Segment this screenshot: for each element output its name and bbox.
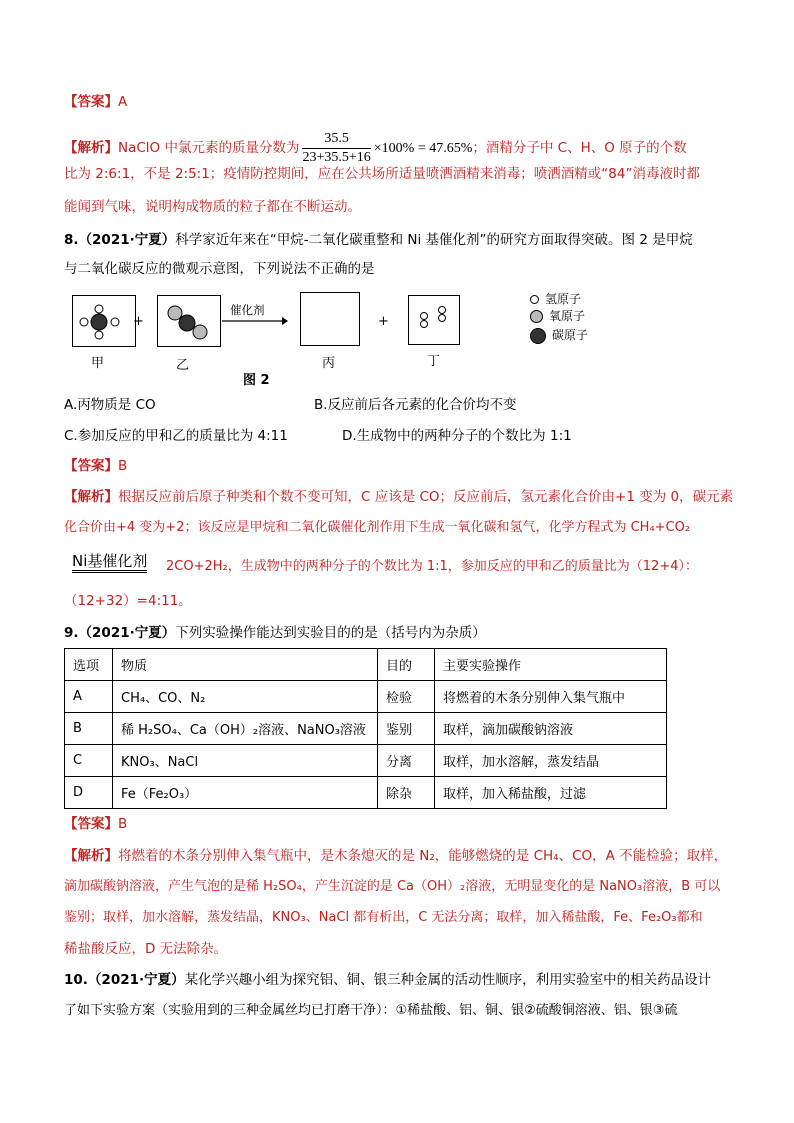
analysis-line-q9-2: 滴加碳酸钠溶液，产生气泡的是稀 H₂SO₄，产生沉淀的是 Ca（OH）₂溶液，无明显变化的是 NaNO₃溶液，B 可以: [64, 879, 721, 894]
analysis-line-q8-1: [64, 487, 733, 507]
table-cell: CH₄、CO、N₂: [113, 681, 378, 713]
answer-line-q8: [64, 456, 127, 476]
carbon-dioxide-molecule: [158, 296, 219, 345]
table-cell: D: [65, 777, 113, 809]
box-bing: [300, 292, 360, 346]
legend-carbon: [530, 326, 588, 344]
table-cell: 取样，滴加碳酸钠溶液: [435, 713, 667, 745]
table-header: 主要实验操作: [435, 649, 667, 681]
table-cell: 分离: [378, 745, 435, 777]
answer-line-q9: [64, 814, 127, 834]
legend-label: 碳原子: [552, 328, 589, 342]
analysis-text: ；酒精分子中 C、H、O 原子的个数: [472, 140, 687, 156]
option-d: D.生成物中的两种分子的个数比为 1:1: [342, 428, 572, 444]
table-cell: 鉴别: [378, 713, 435, 745]
question-8-stem-2: 与二氧化碳反应的微观示意图，下列说法不正确的是: [64, 261, 375, 277]
answer-value: B: [118, 458, 128, 474]
analysis-label: 【解析】: [64, 140, 118, 156]
question-source: （2021·宁夏）: [78, 625, 176, 641]
answer-value: A: [118, 94, 128, 110]
table-row: [65, 777, 667, 809]
analysis-line-q9-1: [64, 846, 727, 866]
analysis-line-q8-4: （12+32）=4:11。: [64, 593, 192, 609]
question-text: 某化学兴趣小组为探究铝、铜、银三种金属的活动性顺序，利用实验室中的相关药品设计: [184, 972, 712, 988]
table-cell: 取样，加入稀盐酸，过滤: [435, 777, 667, 809]
question-source: （2021·宁夏）: [87, 972, 185, 988]
mass-fraction: [302, 130, 370, 167]
label-yi: 乙: [176, 358, 190, 373]
hydrogen-atom-icon: [530, 295, 539, 304]
analysis-line-q8-3: 2CO+2H₂，生成物中的两种分子的个数比为 1:1，参加反应的甲和乙的质量比为（12+4）：: [166, 559, 698, 574]
table-cell: 除杂: [378, 777, 435, 809]
table-header: 选项: [65, 649, 113, 681]
question-8-stem: [64, 230, 693, 250]
question-number: 8.: [64, 232, 79, 248]
answer-label: 【答案】: [64, 94, 118, 110]
analysis-text: 将燃着的木条分别伸入集气瓶中，是木条熄灭的是 N₂，能够燃烧的是 CH₄、CO，A 不能检验；取样，: [118, 848, 728, 864]
plus-sign: +: [133, 314, 144, 329]
table-header-row: [65, 649, 667, 681]
table-cell: Fe（Fe₂O₃）: [113, 777, 378, 809]
analysis-line-q9-4: 稀盐酸反应，D 无法除杂。: [64, 941, 228, 957]
table-cell: 将燃着的木条分别伸入集气瓶中: [435, 681, 667, 713]
table-cell: B: [65, 713, 113, 745]
question-9-stem: [64, 623, 486, 643]
table-cell: 检验: [378, 681, 435, 713]
figure-caption: 图 2: [243, 373, 270, 388]
question-number: 10.: [64, 972, 88, 988]
question-10-stem: [64, 970, 711, 990]
box-yi: [157, 295, 221, 347]
table-header: 物质: [113, 649, 378, 681]
analysis-line-q7-2: 比为 2:6:1，不是 2:5:1；疫情防控期间，应在公共场所适量喷洒酒精来消毒；喷洒酒精或“84”消毒液时都: [64, 166, 700, 182]
option-a: A.丙物质是 CO: [64, 397, 156, 413]
analysis-text: 根据反应前后原子种类和个数不变可知，C 应该是 CO；反应前后，氢元素化合价由+1 变为 0，碳元素: [118, 489, 734, 505]
experiment-table: [64, 648, 667, 809]
label-bing: 丙: [322, 356, 336, 371]
question-10-stem-2: 了如下实验方案（实验用到的三种金属丝均已打磨干净）：①稀盐酸、铝、铜、银②硫酸铜溶液、铝、银③硫: [64, 1003, 678, 1018]
table-row: [65, 681, 667, 713]
option-b: B.反应前后各元素的化合价均不变: [314, 397, 517, 413]
analysis-text: NaClO 中氯元素的质量分数为: [118, 140, 300, 156]
oxygen-atom-icon: [530, 310, 543, 323]
hydrogen-molecules: [409, 296, 458, 343]
table-cell: C: [65, 745, 113, 777]
analysis-line-q7-3: 能闻到气味，说明构成物质的粒子都在不断运动。: [64, 199, 361, 215]
legend-label: 氢原子: [545, 292, 582, 306]
table-row: [65, 745, 667, 777]
analysis-line-q8-2: 化合价由+4 变为+2；该反应是甲烷和二氧化碳催化剂作用下生成一氧化碳和氢气，化学方程式为 CH₄+CO₂: [64, 520, 691, 535]
table-row: [65, 713, 667, 745]
catalyst-condition: Ni基催化剂: [72, 552, 147, 573]
label-ding: 丁: [427, 354, 441, 369]
question-number: 9.: [64, 625, 79, 641]
question-text: 科学家近年来在“甲烷-二氧化碳重整和 Ni 基催化剂”的研究方面取得突破。图 2 是甲烷: [175, 232, 693, 248]
fraction-numerator: 35.5: [302, 130, 370, 149]
option-c: C.参加反应的甲和乙的质量比为 4:11: [64, 428, 288, 444]
answer-line-q7: [64, 92, 127, 112]
label-jia: 甲: [91, 356, 105, 371]
methane-molecule: [73, 296, 134, 345]
reaction-arrow-icon: [222, 315, 288, 327]
box-ding: [408, 295, 460, 345]
answer-label: 【答案】: [64, 458, 118, 474]
arrow-label: 催化剂: [230, 303, 265, 317]
question-text: 下列实验操作能达到实验目的的是（括号内为杂质）: [175, 625, 486, 641]
plus-sign: +: [378, 314, 389, 329]
box-jia: [72, 295, 136, 347]
question-source: （2021·宁夏）: [78, 232, 176, 248]
table-cell: KNO₃、NaCl: [113, 745, 378, 777]
carbon-atom-icon: [530, 328, 546, 344]
analysis-label: 【解析】: [64, 848, 118, 864]
answer-value: B: [118, 816, 128, 832]
fraction-denominator: 23+35.5+16: [302, 149, 371, 165]
legend-oxygen: [530, 307, 585, 324]
table-cell: A: [65, 681, 113, 713]
analysis-label: 【解析】: [64, 489, 118, 505]
legend-label: 氧原子: [549, 309, 586, 323]
table-cell: 取样，加水溶解，蒸发结晶: [435, 745, 667, 777]
answer-label: 【答案】: [64, 816, 118, 832]
table-header: 目的: [378, 649, 435, 681]
analysis-line-q9-3: 鉴别；取样，加水溶解，蒸发结晶，KNO₃、NaCl 都有析出，C 无法分离；取样，加入稀盐酸，Fe、Fe₂O₃都和: [64, 910, 703, 925]
table-cell: 稀 H₂SO₄、Ca（OH）₂溶液、NaNO₃溶液: [113, 713, 378, 745]
legend-hydrogen: [530, 290, 581, 307]
fraction-result: ×100% = 47.65%: [373, 141, 473, 156]
